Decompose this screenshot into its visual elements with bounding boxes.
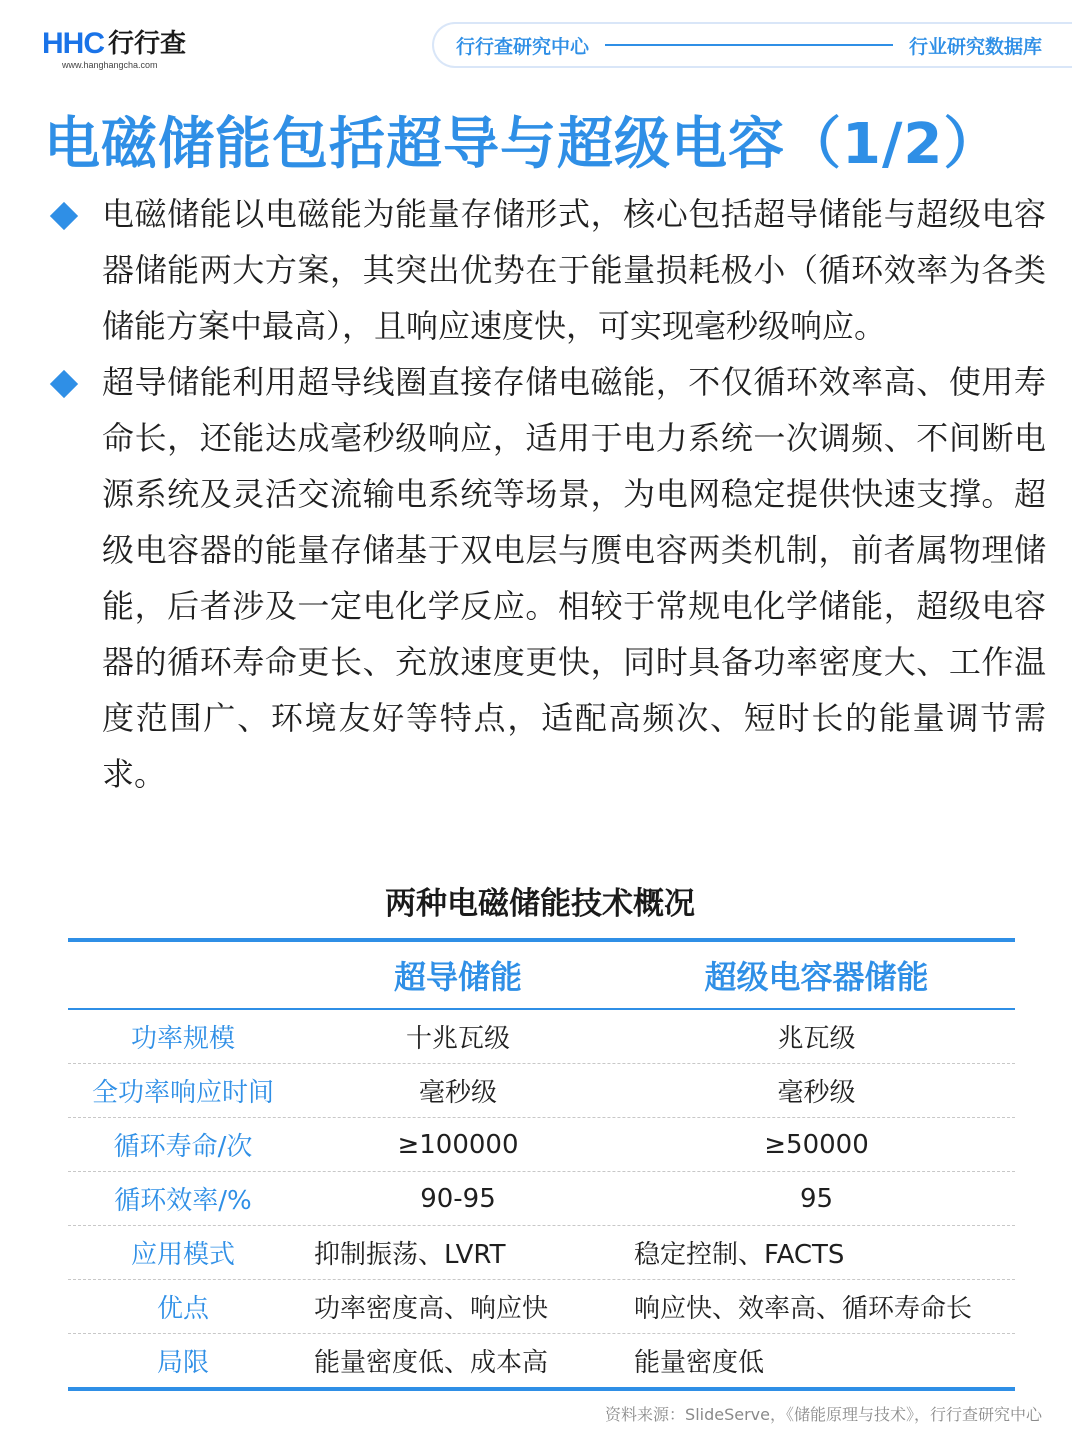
row-label: 全功率响应时间 xyxy=(91,1078,274,1108)
table-header-cell: 超导储能 xyxy=(393,958,522,996)
table-cell: 功率密度高、响应快 xyxy=(314,1294,549,1324)
table-cell: 兆瓦级 xyxy=(777,1024,856,1054)
table-row xyxy=(68,1064,1015,1118)
logo-name: 行行查 xyxy=(108,29,187,59)
table-cell: 能量密度低、成本高 xyxy=(314,1348,549,1378)
table-header-cell: 超级电容器储能 xyxy=(704,958,929,996)
header-banner xyxy=(432,22,1072,68)
row-label: 应用模式 xyxy=(130,1240,235,1270)
logo-url: www.hanghangcha.com xyxy=(62,60,158,70)
table-header-row xyxy=(68,942,1015,1010)
table-row xyxy=(68,1334,1015,1387)
row-label: 循环效率/% xyxy=(114,1186,252,1216)
diamond-bullet-icon xyxy=(50,202,78,230)
header-divider-line xyxy=(605,44,893,46)
table-cell: 抑制振荡、LVRT xyxy=(314,1240,506,1270)
brand-logo[interactable] xyxy=(42,28,186,70)
table-cell: 毫秒级 xyxy=(777,1078,856,1108)
bullet-text: 电磁储能以电磁能为能量存储形式，核心包括超导储能与超级电容器储能两大方案，其突出优势在于能量损耗极小（循环效率为各类储能方案中最高），且响应速度快，可实现毫秒级响应。 xyxy=(102,195,1046,345)
bullet-list xyxy=(46,186,1046,802)
row-label: 功率规模 xyxy=(130,1024,235,1054)
table-row xyxy=(68,1172,1015,1226)
table-cell: 十兆瓦级 xyxy=(405,1024,510,1054)
table-cell: 95 xyxy=(799,1183,834,1214)
page-title: 电磁储能包括超导与超级电容（1/2） xyxy=(44,112,1001,177)
table-row xyxy=(68,1226,1015,1280)
table-cell: 能量密度低 xyxy=(634,1348,765,1378)
table-caption: 两种电磁储能技术概况 xyxy=(385,886,695,922)
comparison-table xyxy=(68,938,1015,1391)
bullet-text: 超导储能利用超导线圈直接存储电磁能，不仅循环效率高、使用寿命长，还能达成毫秒级响应，适用于电力系统一次调频、不间断电源系统及灵活交流输电系统等场景，为电网稳定提供快速支撑。超级电容器的能量存储基于双电层与赝电容两类机制，前者属物理储能，后者涉及一定电化学反应。相较于常规电化学储能，超级电容器的循环寿命更长、充放速度更快，同时具备功率密度大、工作温度范围广、环境友好等特点，适配高频次、短时长的能量调节需求。 xyxy=(102,363,1046,793)
table-row xyxy=(68,1280,1015,1334)
table-cell: ≥50000 xyxy=(764,1129,869,1160)
row-label: 循环寿命/次 xyxy=(113,1132,253,1162)
bullet-item xyxy=(46,186,1046,354)
bullet-item xyxy=(46,354,1046,802)
logo-mark: HHC xyxy=(42,27,104,60)
diamond-bullet-icon xyxy=(50,370,78,398)
header-right-label: 行业研究数据库 xyxy=(908,35,1042,58)
table-cell: ≥100000 xyxy=(397,1129,519,1160)
table-cell: 毫秒级 xyxy=(418,1078,497,1108)
table-cell: 90-95 xyxy=(420,1183,496,1214)
table-cell: 稳定控制、FACTS xyxy=(634,1240,845,1270)
table-row xyxy=(68,1118,1015,1172)
row-label: 优点 xyxy=(156,1294,209,1324)
table-cell: 响应快、效率高、循环寿命长 xyxy=(634,1294,973,1324)
row-label: 局限 xyxy=(156,1348,209,1378)
source-note: 资料来源：SlideServe，《储能原理与技术》，行行查研究中心 xyxy=(605,1405,1042,1424)
header-left-label: 行行查研究中心 xyxy=(456,35,590,58)
table-row xyxy=(68,1010,1015,1064)
